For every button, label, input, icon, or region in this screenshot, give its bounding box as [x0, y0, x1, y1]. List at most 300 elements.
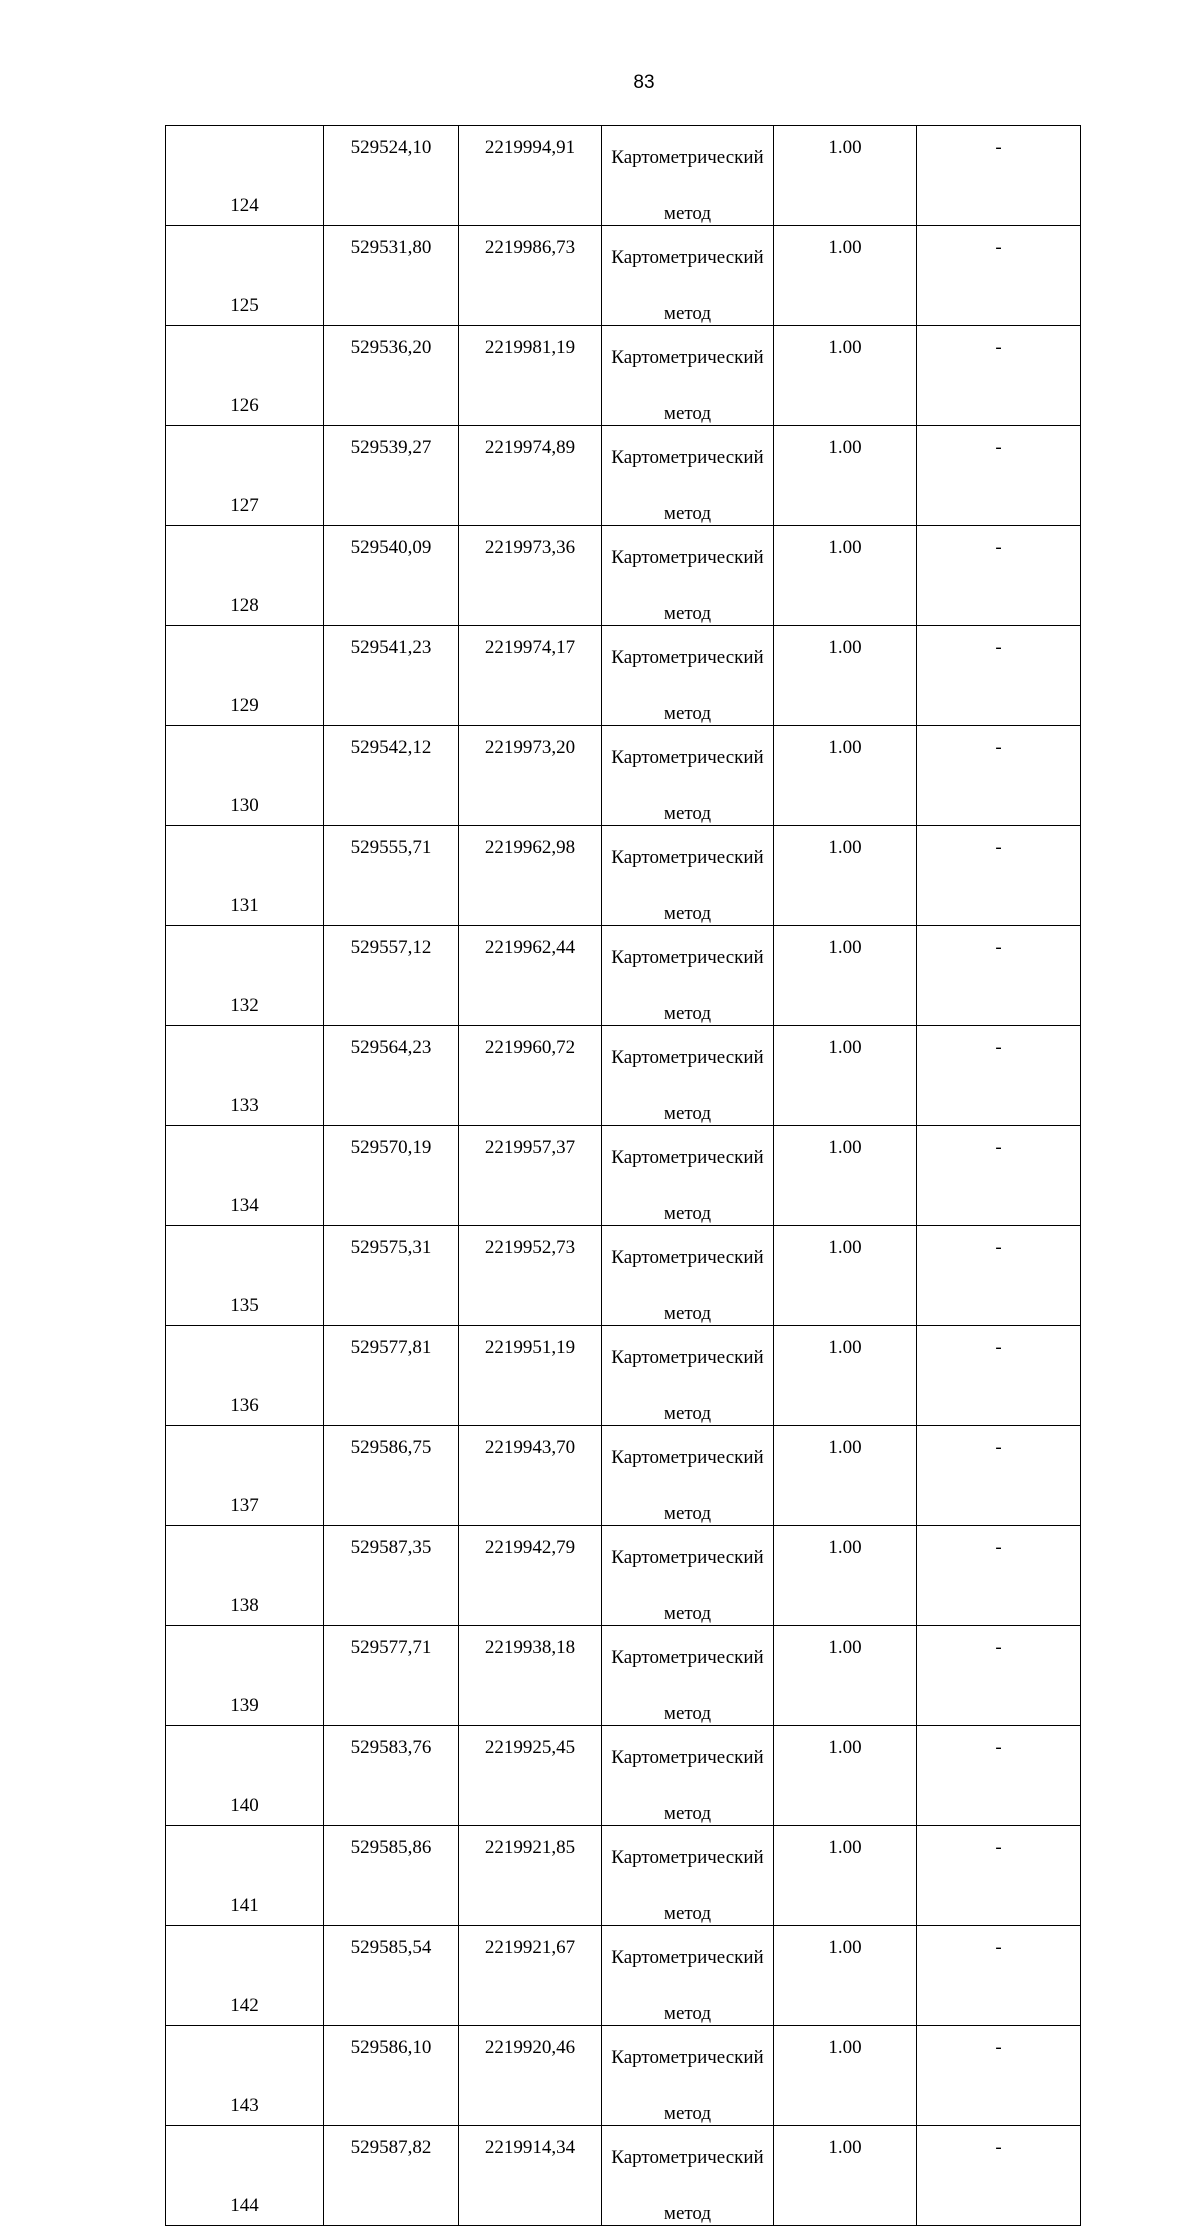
accuracy-value: 1.00 [828, 1337, 862, 1358]
point-number-cell [166, 1926, 324, 2026]
table-row [166, 1926, 1081, 2026]
accuracy-value: 1.00 [828, 437, 862, 458]
method-cell [602, 1926, 774, 2026]
accuracy-cell [774, 1826, 917, 1926]
accuracy-cell [774, 726, 917, 826]
y-coordinate-cell [459, 426, 602, 526]
point-number: 129 [230, 695, 259, 716]
point-number-cell [166, 1526, 324, 1626]
method-cell [602, 1026, 774, 1126]
note-cell [917, 526, 1081, 626]
accuracy-value: 1.00 [828, 2037, 862, 2058]
table-row [166, 1426, 1081, 1526]
y-coordinate-cell [459, 226, 602, 326]
note-cell [917, 826, 1081, 926]
method-text [602, 2026, 773, 2125]
x-coordinate-cell [324, 326, 459, 426]
y-coordinate-cell [459, 2026, 602, 2126]
point-number-cell [166, 226, 324, 326]
accuracy-value: 1.00 [828, 1637, 862, 1658]
point-number: 130 [230, 795, 259, 816]
method-line-2: метод [663, 903, 712, 924]
method-text [602, 1426, 773, 1525]
note-value: - [995, 737, 1002, 758]
method-cell [602, 326, 774, 426]
y-coordinate-cell [459, 1426, 602, 1526]
method-line-2: метод [663, 2003, 712, 2024]
method-cell [602, 526, 774, 626]
x-coordinate: 529586,10 [350, 2037, 432, 2058]
point-number-cell [166, 1426, 324, 1526]
note-cell [917, 2126, 1081, 2226]
accuracy-cell [774, 1226, 917, 1326]
point-number-cell [166, 126, 324, 226]
x-coordinate-cell [324, 926, 459, 1026]
method-text [602, 1626, 773, 1725]
point-number-cell [166, 526, 324, 626]
accuracy-value: 1.00 [828, 1937, 862, 1958]
method-cell [602, 1226, 774, 1326]
table-row [166, 426, 1081, 526]
note-value: - [995, 1337, 1002, 1358]
x-coordinate: 529586,75 [350, 1437, 432, 1458]
y-coordinate: 2219925,45 [484, 1737, 576, 1758]
accuracy-value: 1.00 [828, 937, 862, 958]
method-line-1: Картометрический [611, 2047, 764, 2068]
note-value: - [995, 537, 1002, 558]
method-cell [602, 1726, 774, 1826]
x-coordinate-cell [324, 1326, 459, 1426]
accuracy-value: 1.00 [828, 1037, 862, 1058]
accuracy-value: 1.00 [828, 1437, 862, 1458]
note-cell [917, 426, 1081, 526]
y-coordinate-cell [459, 1526, 602, 1626]
x-coordinate-cell [324, 2126, 459, 2226]
x-coordinate-cell [324, 1826, 459, 1926]
x-coordinate: 529540,09 [350, 537, 432, 558]
method-line-1: Картометрический [611, 1747, 764, 1768]
point-number-cell [166, 1826, 324, 1926]
method-line-2: метод [663, 303, 712, 324]
method-cell [602, 1526, 774, 1626]
method-line-2: метод [663, 603, 712, 624]
method-line-1: Картометрический [611, 1447, 764, 1468]
x-coordinate: 529577,81 [350, 1337, 432, 1358]
method-line-2: метод [663, 1803, 712, 1824]
method-text [602, 226, 773, 325]
x-coordinate-cell [324, 1026, 459, 1126]
point-number: 141 [230, 1895, 259, 1916]
method-line-2: метод [663, 1203, 712, 1224]
accuracy-cell [774, 526, 917, 626]
method-line-2: метод [663, 1703, 712, 1724]
x-coordinate: 529575,31 [350, 1237, 432, 1258]
note-value: - [995, 1237, 1002, 1258]
x-coordinate-cell [324, 1426, 459, 1526]
accuracy-cell [774, 1626, 917, 1726]
method-line-2: метод [663, 1903, 712, 1924]
accuracy-cell [774, 1726, 917, 1826]
point-number: 140 [230, 1795, 259, 1816]
y-coordinate-cell [459, 1826, 602, 1926]
y-coordinate-cell [459, 126, 602, 226]
point-number-cell [166, 626, 324, 726]
x-coordinate: 529557,12 [350, 937, 432, 958]
y-coordinate: 2219974,17 [484, 637, 576, 658]
y-coordinate: 2219962,98 [484, 837, 576, 858]
method-line-2: метод [663, 703, 712, 724]
point-number-cell [166, 1126, 324, 1226]
note-cell [917, 1426, 1081, 1526]
note-value: - [995, 1937, 1002, 1958]
point-number: 131 [230, 895, 259, 916]
method-text [602, 926, 773, 1025]
x-coordinate: 529587,82 [350, 2137, 432, 2158]
x-coordinate: 529583,76 [350, 1737, 432, 1758]
x-coordinate-cell [324, 1726, 459, 1826]
method-cell [602, 126, 774, 226]
method-text [602, 1326, 773, 1425]
note-value: - [995, 2037, 1002, 2058]
method-line-1: Картометрический [611, 147, 764, 168]
method-cell [602, 726, 774, 826]
y-coordinate: 2219938,18 [484, 1637, 576, 1658]
table-row [166, 126, 1081, 226]
point-number-cell [166, 726, 324, 826]
point-number-cell [166, 1726, 324, 1826]
point-number: 128 [230, 595, 259, 616]
point-number: 137 [230, 1495, 259, 1516]
method-line-1: Картометрический [611, 1247, 764, 1268]
method-text [602, 1926, 773, 2025]
point-number-cell [166, 1026, 324, 1126]
method-text [602, 826, 773, 925]
point-number: 126 [230, 395, 259, 416]
note-cell [917, 1626, 1081, 1726]
x-coordinate: 529531,80 [350, 237, 432, 258]
method-cell [602, 226, 774, 326]
y-coordinate-cell [459, 1026, 602, 1126]
method-line-1: Картометрический [611, 647, 764, 668]
accuracy-cell [774, 1926, 917, 2026]
method-line-2: метод [663, 2103, 712, 2124]
note-value: - [995, 237, 1002, 258]
note-value: - [995, 637, 1002, 658]
point-number: 132 [230, 995, 259, 1016]
method-text [602, 526, 773, 625]
point-number-cell [166, 1226, 324, 1326]
method-cell [602, 2126, 774, 2226]
note-value: - [995, 137, 1002, 158]
accuracy-cell [774, 226, 917, 326]
y-coordinate: 2219951,19 [484, 1337, 576, 1358]
y-coordinate: 2219952,73 [484, 1237, 576, 1258]
note-cell [917, 1326, 1081, 1426]
point-number: 125 [230, 295, 259, 316]
accuracy-value: 1.00 [828, 2137, 862, 2158]
y-coordinate-cell [459, 1726, 602, 1826]
method-line-2: метод [663, 1503, 712, 1524]
point-number-cell [166, 1326, 324, 1426]
x-coordinate: 529570,19 [350, 1137, 432, 1158]
x-coordinate-cell [324, 126, 459, 226]
method-line-2: метод [663, 1603, 712, 1624]
x-coordinate: 529541,23 [350, 637, 432, 658]
accuracy-cell [774, 2026, 917, 2126]
y-coordinate-cell [459, 1226, 602, 1326]
method-text [602, 1726, 773, 1825]
y-coordinate-cell [459, 1626, 602, 1726]
x-coordinate: 529539,27 [350, 437, 432, 458]
accuracy-value: 1.00 [828, 537, 862, 558]
x-coordinate-cell [324, 726, 459, 826]
table-row [166, 1826, 1081, 1926]
accuracy-value: 1.00 [828, 337, 862, 358]
note-cell [917, 926, 1081, 1026]
table-row [166, 1626, 1081, 1726]
point-number: 127 [230, 495, 259, 516]
accuracy-cell [774, 1326, 917, 1426]
accuracy-value: 1.00 [828, 1737, 862, 1758]
method-text [602, 1126, 773, 1225]
method-line-2: метод [663, 1103, 712, 1124]
method-text [602, 2126, 773, 2225]
table-row [166, 1326, 1081, 1426]
note-cell [917, 1226, 1081, 1326]
y-coordinate: 2219942,79 [484, 1537, 576, 1558]
method-text [602, 326, 773, 425]
note-cell [917, 1726, 1081, 1826]
x-coordinate-cell [324, 426, 459, 526]
x-coordinate-cell [324, 826, 459, 926]
y-coordinate: 2219974,89 [484, 437, 576, 458]
accuracy-cell [774, 1526, 917, 1626]
method-line-1: Картометрический [611, 1647, 764, 1668]
point-number: 135 [230, 1295, 259, 1316]
note-value: - [995, 1037, 1002, 1058]
note-cell [917, 126, 1081, 226]
note-value: - [995, 2137, 1002, 2158]
point-number: 143 [230, 2095, 259, 2116]
method-line-2: метод [663, 1303, 712, 1324]
y-coordinate: 2219973,36 [484, 537, 576, 558]
note-cell [917, 1826, 1081, 1926]
x-coordinate: 529536,20 [350, 337, 432, 358]
x-coordinate-cell [324, 626, 459, 726]
y-coordinate: 2219920,46 [484, 2037, 576, 2058]
method-text [602, 1826, 773, 1925]
note-value: - [995, 1637, 1002, 1658]
note-value: - [995, 1137, 1002, 1158]
note-value: - [995, 1537, 1002, 1558]
x-coordinate-cell [324, 1126, 459, 1226]
y-coordinate: 2219914,34 [484, 2137, 576, 2158]
note-value: - [995, 437, 1002, 458]
point-number-cell [166, 2126, 324, 2226]
point-number-cell [166, 926, 324, 1026]
table-row [166, 926, 1081, 1026]
y-coordinate-cell [459, 1926, 602, 2026]
table-row [166, 826, 1081, 926]
accuracy-cell [774, 426, 917, 526]
accuracy-value: 1.00 [828, 1137, 862, 1158]
point-number-cell [166, 826, 324, 926]
y-coordinate: 2219994,91 [484, 137, 576, 158]
table-row [166, 626, 1081, 726]
note-value: - [995, 1837, 1002, 1858]
y-coordinate-cell [459, 2126, 602, 2226]
note-value: - [995, 337, 1002, 358]
x-coordinate-cell [324, 1226, 459, 1326]
table-row [166, 526, 1081, 626]
method-text [602, 1526, 773, 1625]
note-value: - [995, 1737, 1002, 1758]
y-coordinate-cell [459, 526, 602, 626]
method-cell [602, 1626, 774, 1726]
note-cell [917, 326, 1081, 426]
accuracy-value: 1.00 [828, 237, 862, 258]
y-coordinate-cell [459, 1126, 602, 1226]
x-coordinate-cell [324, 1926, 459, 2026]
y-coordinate: 2219921,85 [484, 1837, 576, 1858]
table-row [166, 1026, 1081, 1126]
table-row [166, 1126, 1081, 1226]
y-coordinate: 2219962,44 [484, 937, 576, 958]
note-cell [917, 2026, 1081, 2126]
accuracy-cell [774, 1426, 917, 1526]
method-text [602, 726, 773, 825]
method-cell [602, 1326, 774, 1426]
x-coordinate-cell [324, 2026, 459, 2126]
point-number: 138 [230, 1595, 259, 1616]
x-coordinate: 529577,71 [350, 1637, 432, 1658]
point-number: 144 [230, 2195, 259, 2216]
method-cell [602, 2026, 774, 2126]
table-row [166, 726, 1081, 826]
accuracy-cell [774, 1126, 917, 1226]
x-coordinate-cell [324, 1626, 459, 1726]
note-value: - [995, 837, 1002, 858]
method-line-1: Картометрический [611, 347, 764, 368]
method-line-1: Картометрический [611, 747, 764, 768]
table-row [166, 1726, 1081, 1826]
accuracy-cell [774, 826, 917, 926]
note-cell [917, 726, 1081, 826]
y-coordinate-cell [459, 1326, 602, 1426]
method-line-1: Картометрический [611, 1847, 764, 1868]
accuracy-value: 1.00 [828, 1537, 862, 1558]
method-cell [602, 1126, 774, 1226]
method-line-1: Картометрический [611, 247, 764, 268]
method-cell [602, 926, 774, 1026]
method-cell [602, 1426, 774, 1526]
method-line-2: метод [663, 803, 712, 824]
y-coordinate-cell [459, 326, 602, 426]
accuracy-value: 1.00 [828, 1837, 862, 1858]
point-number: 133 [230, 1095, 259, 1116]
method-line-1: Картометрический [611, 447, 764, 468]
method-cell [602, 1826, 774, 1926]
accuracy-value: 1.00 [828, 737, 862, 758]
method-line-2: метод [663, 2203, 712, 2224]
point-number: 134 [230, 1195, 259, 1216]
method-cell [602, 626, 774, 726]
method-line-1: Картометрический [611, 2147, 764, 2168]
point-number: 139 [230, 1695, 259, 1716]
y-coordinate-cell [459, 626, 602, 726]
accuracy-cell [774, 326, 917, 426]
x-coordinate: 529585,54 [350, 1937, 432, 1958]
note-cell [917, 1526, 1081, 1626]
point-number: 124 [230, 195, 259, 216]
x-coordinate: 529587,35 [350, 1537, 432, 1558]
x-coordinate: 529564,23 [350, 1037, 432, 1058]
note-cell [917, 626, 1081, 726]
method-line-1: Картометрический [611, 1047, 764, 1068]
table-row [166, 326, 1081, 426]
page-number: 83 [633, 72, 655, 93]
table-row [166, 1226, 1081, 1326]
note-cell [917, 1126, 1081, 1226]
y-coordinate: 2219957,37 [484, 1137, 576, 1158]
method-line-1: Картометрический [611, 1547, 764, 1568]
x-coordinate-cell [324, 226, 459, 326]
point-number-cell [166, 326, 324, 426]
coordinates-table [165, 125, 1081, 2226]
y-coordinate-cell [459, 726, 602, 826]
y-coordinate: 2219973,20 [484, 737, 576, 758]
accuracy-value: 1.00 [828, 1237, 862, 1258]
method-line-1: Картометрический [611, 847, 764, 868]
method-line-1: Картометрический [611, 1947, 764, 1968]
note-cell [917, 1026, 1081, 1126]
accuracy-cell [774, 1026, 917, 1126]
accuracy-cell [774, 2126, 917, 2226]
table-row [166, 2026, 1081, 2126]
method-line-1: Картометрический [611, 947, 764, 968]
note-value: - [995, 1437, 1002, 1458]
note-cell [917, 1926, 1081, 2026]
method-line-2: метод [663, 1403, 712, 1424]
method-text [602, 626, 773, 725]
method-cell [602, 426, 774, 526]
point-number-cell [166, 1626, 324, 1726]
table-row [166, 1526, 1081, 1626]
accuracy-cell [774, 126, 917, 226]
y-coordinate: 2219981,19 [484, 337, 576, 358]
x-coordinate-cell [324, 526, 459, 626]
x-coordinate: 529585,86 [350, 1837, 432, 1858]
x-coordinate-cell [324, 1526, 459, 1626]
table-row [166, 226, 1081, 326]
point-number: 142 [230, 1995, 259, 2016]
method-text [602, 126, 773, 225]
table-row [166, 2126, 1081, 2226]
method-cell [602, 826, 774, 926]
accuracy-cell [774, 626, 917, 726]
accuracy-cell [774, 926, 917, 1026]
accuracy-value: 1.00 [828, 837, 862, 858]
x-coordinate: 529542,12 [350, 737, 432, 758]
method-line-1: Картометрический [611, 1347, 764, 1368]
y-coordinate-cell [459, 926, 602, 1026]
method-text [602, 1226, 773, 1325]
x-coordinate: 529555,71 [350, 837, 432, 858]
method-line-2: метод [663, 503, 712, 524]
y-coordinate: 2219921,67 [484, 1937, 576, 1958]
coordinates-table-body [166, 126, 1081, 2226]
point-number-cell [166, 2026, 324, 2126]
